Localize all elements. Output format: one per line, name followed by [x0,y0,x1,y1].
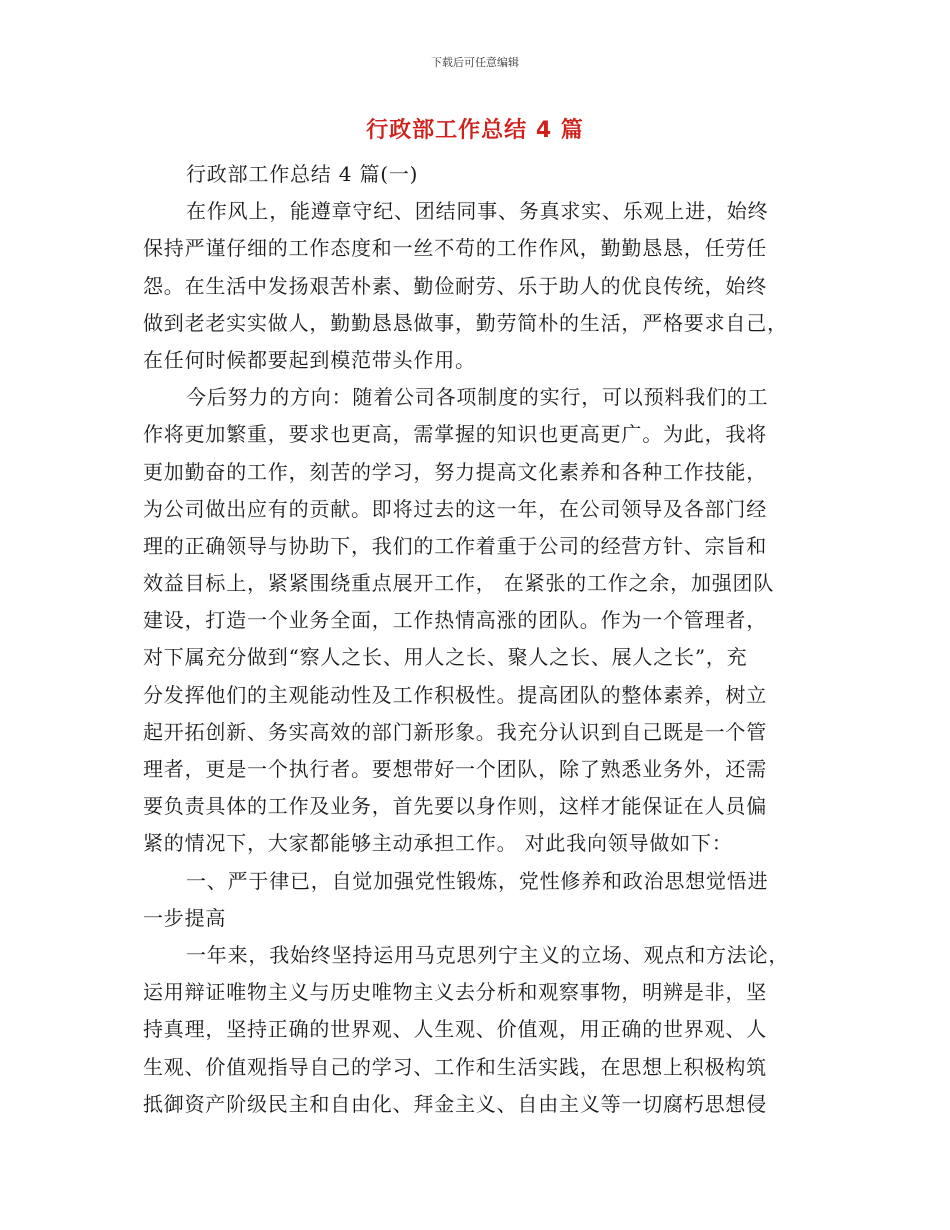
text-line: 起开拓创新、务实高效的部门新形象。我充分认识到自己既是一个管 [143,719,767,744]
text-line: 紧的情况下，大家都能够主动承担工作。 对此我向领导做如下： [143,831,733,856]
document-body [143,156,811,1123]
text-line: 一、严于律已，自觉加强党性锻炼，党性修养和政治思想觉悟进 [186,868,769,893]
text-line: 理的正确领导与协助下，我们的工作着重于公司的经营方针、宗旨和 [143,533,767,558]
text-line: 效益目标上，紧紧围绕重点展开工作， 在紧张的工作之余，加强团队 [143,571,775,596]
text-line: 行政部工作总结 4 篇(一) [186,162,419,186]
text-line: 作将更加繁重，要求也更高，需掌握的知识也更高更广。为此，我将 [143,422,767,447]
text-line: 生观、价值观指导自己的学习、工作和生活实践，在思想上积极构筑 [143,1054,767,1079]
text-line: 今后努力的方向：随着公司各项制度的实行，可以预料我们的工 [186,385,769,410]
text-line: 在作风上，能遵章守纪、团结同事、务真求实、乐观上进，始终 [186,199,769,224]
text-line: 建设，打造一个业务全面，工作热情高涨的团队。作为一个管理者， [143,608,767,633]
text-line: 对下属充分做到“察人之长、用人之长、聚人之长、展人之长”，充 [143,645,748,670]
text-line: 抵御资产阶级民主和自由化、拜金主义、自由主义等一切腐朽思想侵 [143,1091,767,1116]
text-line: 在任何时候都要起到模范带头作用。 [143,347,476,372]
text-line: 持真理，坚持正确的世界观、人生观、价值观，用正确的世界观、人 [143,1017,767,1042]
text-line: 为公司做出应有的贡献。即将过去的这一年，在公司领导及各部门经 [143,496,767,521]
document-title: 行政部工作总结 4 篇 [366,118,584,143]
page-header-note: 下载后可任意编辑 [431,56,519,69]
text-line: 要负责具体的工作及业务，首先要以身作则，这样才能保证在人员偏 [143,794,767,819]
text-line: 运用辩证唯物主义与历史唯物主义去分析和观察事物，明辨是非，坚 [143,980,767,1005]
text-line: 怨。在生活中发扬艰苦朴素、勤俭耐劳、乐于助人的优良传统，始终 [143,273,767,298]
text-line: 做到老老实实做人，勤勤恳恳做事，勤劳简朴的生活，严格要求自己， [143,310,788,335]
text-line: 一年来，我始终坚持运用马克思列宁主义的立场、观点和方法论， [186,942,790,967]
text-line: 更加勤奋的工作，刻苦的学习，努力提高文化素养和各种工作技能， [143,459,767,484]
text-line: 分发挥他们的主观能动性及工作积极性。提高团队的整体素养，树立 [143,682,767,707]
text-line: 理者，更是一个执行者。要想带好一个团队，除了熟悉业务外，还需 [143,757,767,781]
text-line: 一步提高 [143,905,227,930]
text-line: 保持严谨仔细的工作态度和一丝不苟的工作作风，勤勤恳恳，任劳任 [143,236,767,261]
